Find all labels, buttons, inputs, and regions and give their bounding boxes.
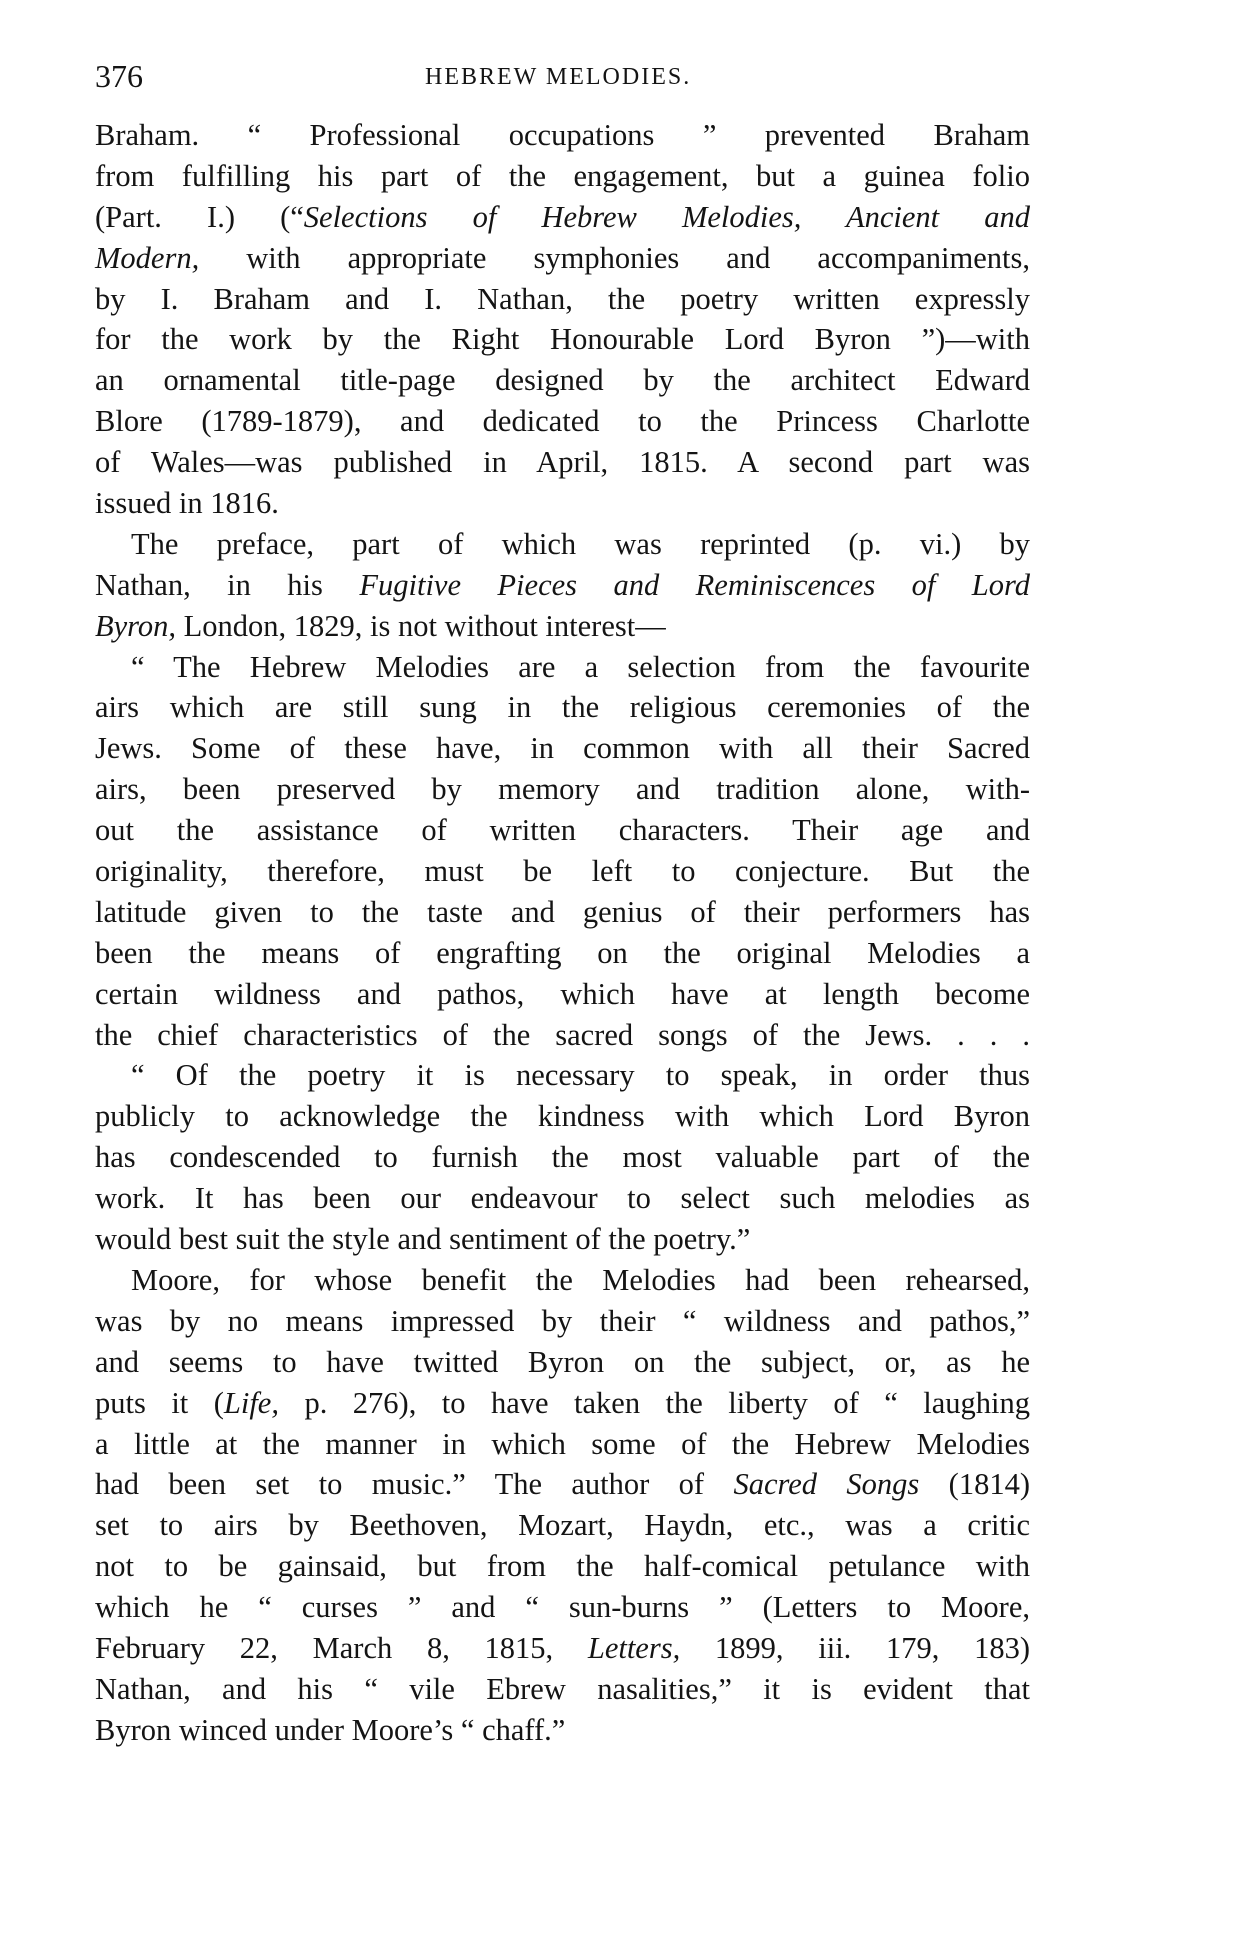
- text-line: [95, 1096, 1030, 1137]
- text-line: [95, 851, 1030, 892]
- line-text: which he “ curses ” and “ sun-burns ” (Letters to Moore,: [95, 1590, 1030, 1625]
- text-line: [95, 238, 1030, 279]
- line-text: out the assistance of written characters. Their age and: [95, 813, 1030, 848]
- text-line: [95, 1055, 1030, 1096]
- page-number: 376: [95, 58, 143, 94]
- line-text: would best suit the style and sentiment of the poetry.”: [95, 1222, 751, 1257]
- text-line: [95, 974, 1030, 1015]
- line-text: February 22, March 8, 1815,: [95, 1630, 588, 1665]
- line-text: “ Of the poetry it is necessary to speak, in order thus: [131, 1058, 1030, 1093]
- line-text: of Wales—was published in April, 1815. A second part was: [95, 445, 1030, 480]
- text-line: [95, 1464, 1030, 1505]
- line-text: puts it (: [95, 1385, 224, 1420]
- text-line: [95, 728, 1030, 769]
- line-text: (Part. I.) (“: [95, 199, 304, 234]
- text-line: [95, 1260, 1030, 1301]
- line-text: Jews. Some of these have, in common with all their Sacred: [95, 731, 1030, 766]
- text-line: [95, 1219, 1030, 1260]
- line-text: from fulfilling his part of the engagement, but a guinea folio: [95, 158, 1030, 193]
- text-line: [95, 1505, 1030, 1546]
- text-line: [95, 1669, 1030, 1710]
- text-line: [95, 401, 1030, 442]
- text-line: [95, 1301, 1030, 1342]
- italic-title: Sacred Songs: [733, 1467, 920, 1502]
- text-line: [95, 1424, 1030, 1465]
- text-line: [95, 115, 1030, 156]
- text-line: [95, 565, 1030, 606]
- line-text: 1899, iii. 179, 183): [680, 1630, 1030, 1665]
- text-line: [95, 1383, 1030, 1424]
- line-text: a little at the manner in which some of the Hebrew Melodies: [95, 1426, 1030, 1461]
- line-text: has condescended to furnish the most valuable part of the: [95, 1140, 1030, 1175]
- line-text: “ The Hebrew Melodies are a selection from the favourite: [131, 649, 1030, 684]
- line-text: work. It has been our endeavour to select such melodies as: [95, 1181, 1030, 1216]
- text-line: [95, 524, 1030, 565]
- text-line: [95, 1342, 1030, 1383]
- italic-title: Modern,: [95, 240, 200, 275]
- line-text: for the work by the Right Honourable Lord Byron ”)—with: [95, 322, 1030, 357]
- line-text: the chief characteristics of the sacred songs of the Jews. . . .: [95, 1017, 1030, 1052]
- text-line: [95, 1710, 1030, 1751]
- line-text: (1814): [919, 1467, 1030, 1502]
- text-line: [95, 442, 1030, 483]
- line-text: had been set to music.” The author of: [95, 1467, 734, 1502]
- line-text: Nathan, in his: [95, 567, 360, 602]
- line-text: p. 276), to have taken the liberty of “ laughing: [278, 1385, 1030, 1420]
- text-line: [95, 647, 1030, 688]
- line-text: airs which are still sung in the religious ceremonies of the: [95, 690, 1030, 725]
- italic-title: Byron,: [95, 608, 177, 643]
- text-line: [95, 197, 1030, 238]
- text-line: [95, 606, 1030, 647]
- body-text: [95, 115, 1030, 1751]
- line-text: originality, therefore, must be left to conjecture. But the: [95, 854, 1030, 889]
- line-text: and seems to have twitted Byron on the subject, or, as he: [95, 1344, 1030, 1379]
- text-line: [95, 1628, 1030, 1669]
- line-text: Braham. “ Professional occupations ” prevented Braham: [95, 118, 1030, 152]
- text-line: [95, 892, 1030, 933]
- line-text: with appropriate symphonies and accompaniments,: [199, 240, 1030, 275]
- line-text: Blore (1789-1879), and dedicated to the Princess Charlotte: [95, 404, 1030, 439]
- text-line: [95, 687, 1030, 728]
- text-line: [95, 1546, 1030, 1587]
- line-text: Nathan, and his “ vile Ebrew nasalities,” it is evident that: [95, 1671, 1030, 1706]
- text-line: [95, 1015, 1030, 1056]
- text-line: [95, 1137, 1030, 1178]
- text-line: [95, 360, 1030, 401]
- italic-title: Selections of Hebrew Melodies, Ancient and: [303, 199, 1030, 234]
- line-text: publicly to acknowledge the kindness with which Lord Byron: [95, 1099, 1030, 1134]
- line-text: been the means of engrafting on the original Melodies a: [95, 935, 1030, 970]
- line-text: Moore, for whose benefit the Melodies had been rehearsed,: [131, 1262, 1030, 1297]
- line-text: issued in 1816.: [95, 486, 279, 521]
- line-text: The preface, part of which was reprinted (p. vi.) by: [131, 526, 1030, 561]
- text-line: [95, 1178, 1030, 1219]
- italic-title: Letters,: [587, 1630, 681, 1665]
- running-head: HEBREW MELODIES.: [425, 64, 692, 90]
- line-text: latitude given to the taste and genius of their performers has: [95, 894, 1030, 929]
- line-text: not to be gainsaid, but from the half-comical petulance with: [95, 1549, 1030, 1584]
- text-line: [95, 319, 1030, 360]
- line-text: certain wildness and pathos, which have at length become: [95, 976, 1030, 1011]
- page-header: [95, 56, 1145, 96]
- text-line: [95, 810, 1030, 851]
- text-line: [95, 933, 1030, 974]
- line-text: an ornamental title-page designed by the architect Edward: [95, 363, 1030, 398]
- line-text: London, 1829, is not without interest—: [176, 608, 666, 643]
- text-line: [95, 156, 1030, 197]
- text-line: [95, 483, 1030, 524]
- line-text: Byron winced under Moore’s “ chaff.”: [95, 1712, 566, 1747]
- text-line: [95, 279, 1030, 320]
- text-line: [95, 1587, 1030, 1628]
- line-text: was by no means impressed by their “ wildness and pathos,”: [95, 1303, 1030, 1338]
- text-line: [95, 769, 1030, 810]
- italic-title: Life,: [223, 1385, 279, 1420]
- line-text: airs, been preserved by memory and tradition alone, with-: [95, 772, 1030, 807]
- line-text: by I. Braham and I. Nathan, the poetry written expressly: [95, 281, 1030, 316]
- italic-title: Fugitive Pieces and Reminiscences of Lord: [359, 567, 1030, 602]
- line-text: set to airs by Beethoven, Mozart, Haydn, etc., was a critic: [95, 1508, 1030, 1543]
